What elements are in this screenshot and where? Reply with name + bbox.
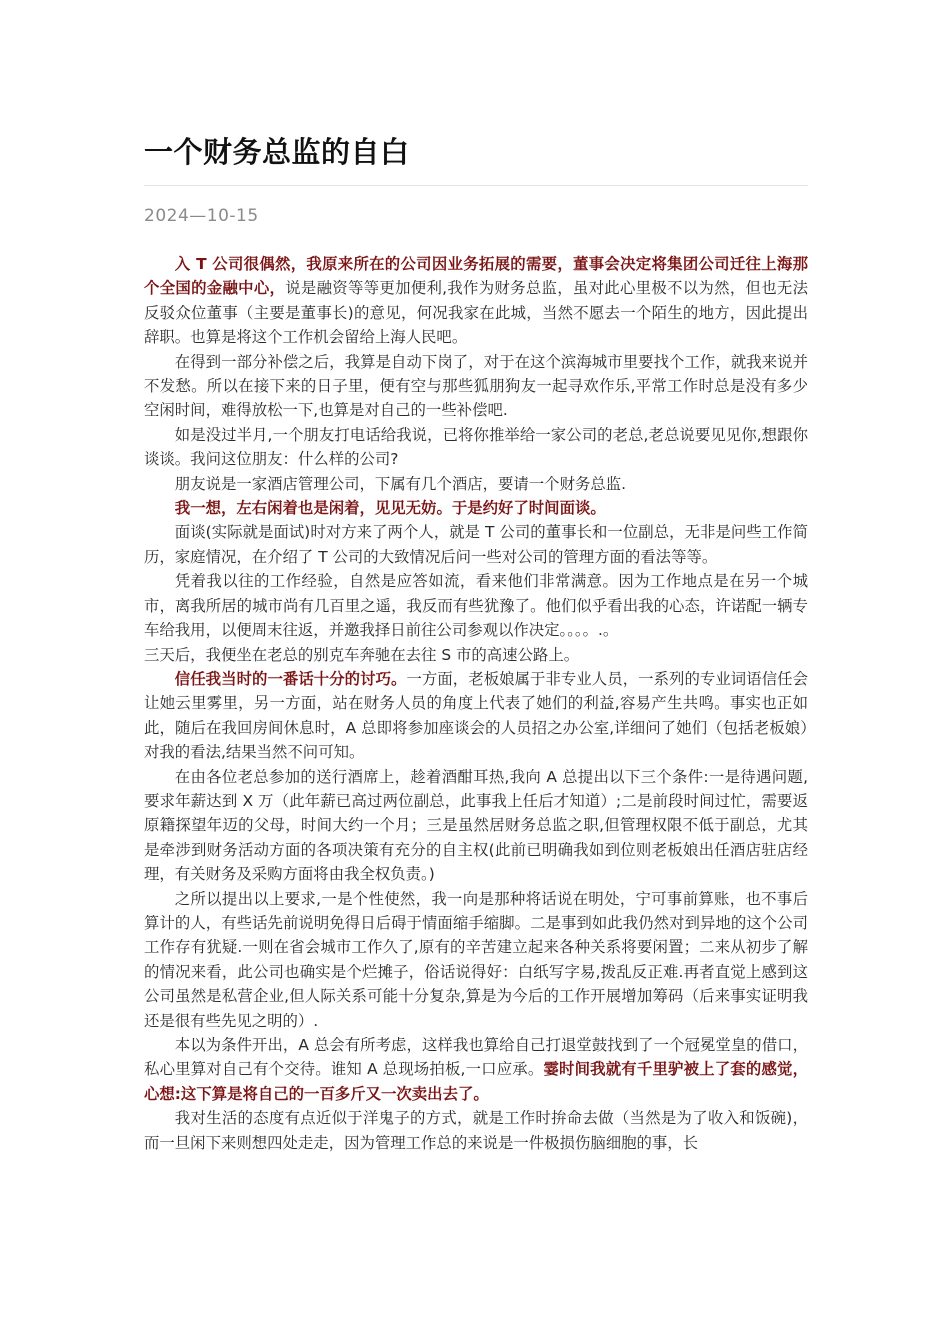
article-paragraph: [144, 350, 808, 423]
paragraph-text: 说是融资等等更加便利,我作为财务总监，虽对此心里极不以为然，但也无法反驳众位董事（主要是董事长)的意见，何况我家在此城，当然不愿去一个陌生的地方，因此提出辞职。也算是将这个工作机会留给上海人民吧。: [144, 279, 808, 347]
article-body: [144, 252, 808, 1155]
article-paragraph: [144, 569, 808, 642]
highlighted-text: 信任我当时的一番话十分的讨巧。: [174, 669, 407, 688]
highlighted-text: 霎时间我就有千里驴被上了套的感觉，心想:这下算是将自己的一百多斤又一次卖出去了。: [144, 1060, 808, 1103]
article-paragraph: [144, 423, 808, 472]
paragraph-text: 三天后，我便坐在老总的别克车奔驰在去往 S 市的高速公路上。: [144, 645, 580, 664]
paragraph-text: 如是没过半月,一个朋友打电话给我说，已将你推举给一家公司的老总,老总说要见见你,想跟你谈谈。我问这位朋友：什么样的公司?: [144, 425, 808, 469]
highlighted-text: 我一想，左右闲着也是闲着，见见无妨。于是约好了时间面谈。: [174, 499, 606, 518]
paragraph-text: 在得到一部分补偿之后，我算是自动下岗了，对于在这个滨海城市里要找个工作，就我来说并不发愁。所以在接下来的日子里，便有空与那些狐朋狗友一起寻欢作乐,平常工作时总是没有多少空闲时间，难得放松一下,也算是对自己的一些补偿吧.: [144, 352, 808, 420]
highlighted-text: 入 T 公司很偶然，我原来所在的公司因业务拓展的需要，董事会决定将集团公司迁往上海那个全国的金融中心，: [144, 255, 808, 298]
article-paragraph: [144, 472, 808, 496]
article-paragraph: [144, 520, 808, 569]
article-paragraph: [144, 496, 808, 520]
article-paragraph: [144, 643, 808, 667]
article-title: 一个财务总监的自白: [144, 135, 410, 169]
paragraph-text: 凭着我以往的工作经验，自然是应答如流，看来他们非常满意。因为工作地点是在另一个城市，离我所居的城市尚有几百里之遥，我反而有些犹豫了。他们似乎看出我的心态，许诺配一辆专车给我用，以便周末往返，并邀我择日前往公司参观以作决定。。。。.。: [144, 572, 808, 640]
paragraph-text: 朋友说是一家酒店管理公司，下属有几个酒店，要请一个财务总监.: [174, 474, 627, 493]
article-paragraph: [144, 667, 808, 765]
paragraph-text: 一方面，老板娘属于非专业人员，一系列的专业词语信任会让她云里雾里，另一方面，站在财务人员的角度上代表了她们的利益,容易产生共鸣。事实也正如此，随后在我回房间休息时，A 总即将参加座谈会的人员招之办公室,详细问了她们（包括老板娘）对我的看法,结果当然不问可知。: [144, 669, 808, 762]
article-date: 2024—10-15: [144, 206, 259, 226]
article-paragraph: [144, 765, 808, 887]
paragraph-text: 在由各位老总参加的送行酒席上，趁着酒酣耳热,我向 A 总提出以下三个条件:一是待遇问题,要求年薪达到 X 万（此年薪已高过两位副总，此事我上任后才知道）;二是前段时间过忙，需要返原籍探望年迈的父母，时间大约一个月；三是虽然居财务总监之职,但管理权限不低于副总，尤其是牵涉到财务活动方面的各项决策有充分的自主权(此前已明确我如到位则老板娘出任酒店驻店经理，有关财务及采购方面将由我全权负责。): [144, 767, 808, 884]
paragraph-text: 面谈(实际就是面试)时对方来了两个人，就是 T 公司的董事长和一位副总，无非是问些工作简历，家庭情况，在介绍了 T 公司的大致情况后问一些对公司的管理方面的看法等等。: [144, 523, 808, 566]
article-paragraph: [144, 1033, 808, 1106]
article-paragraph: [144, 1106, 808, 1155]
title-divider: [144, 185, 808, 186]
article-paragraph: [144, 887, 808, 1033]
paragraph-text: 我对生活的态度有点近似于洋鬼子的方式，就是工作时拚命去做（当然是为了收入和饭碗)，而一旦闲下来则想四处走走，因为管理工作总的来说是一件极损伤脑细胞的事，长: [144, 1109, 808, 1152]
article-paragraph: [144, 252, 808, 350]
paragraph-text: 本以为条件开出，A 总会有所考虑，这样我也算给自己打退堂鼓找到了一个冠冕堂皇的借口，私心里算对自己有个交待。谁知 A 总现场拍板,一口应承。: [144, 1036, 808, 1079]
paragraph-text: 之所以提出以上要求,一是个性使然，我一向是那种将话说在明处，宁可事前算账，也不事后算计的人，有些话先前说明免得日后碍于情面缩手缩脚。二是事到如此我仍然对到异地的这个公司工作存有犹疑.一则在省会城市工作久了,原有的辛苦建立起来各种关系将要闲置；二来从初步了解的情况来看，此公司也确实是个烂摊子，俗话说得好：白纸写字易,拨乱反正难.再者直觉上感到这公司虽然是私营企业,但人际关系可能十分复杂,算是为今后的工作开展增加筹码（后来事实证明我还是很有些先见之明的）.: [144, 889, 808, 1030]
